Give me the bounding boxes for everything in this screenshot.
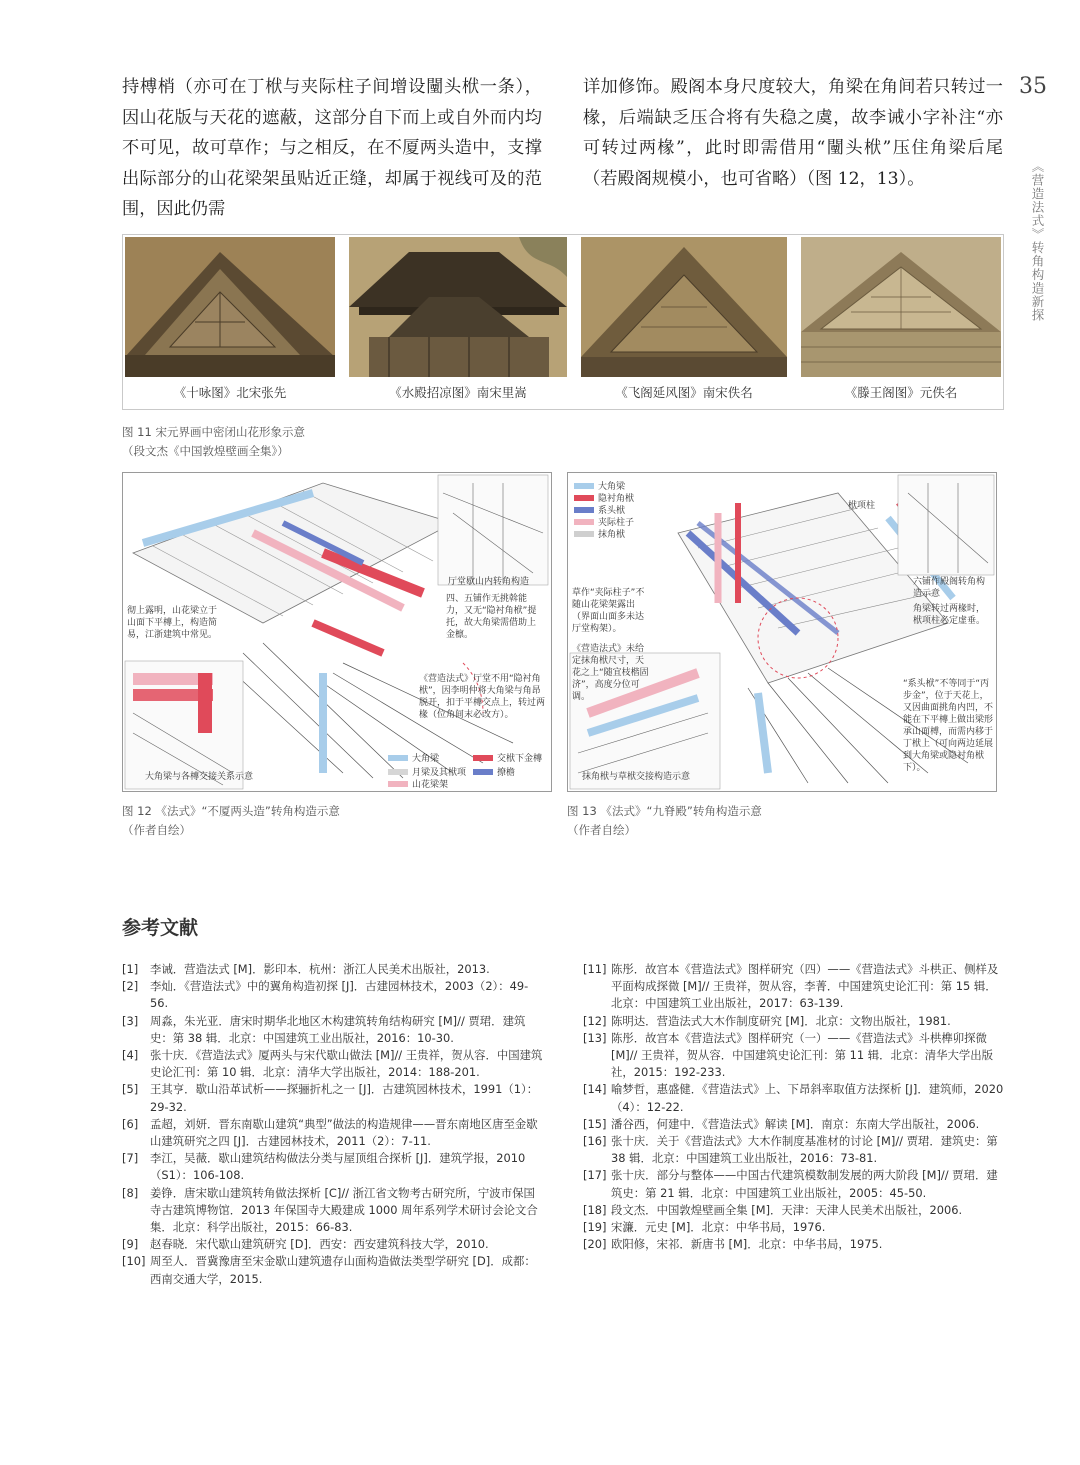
figure-11-caption (122, 423, 622, 461)
reference-item (583, 1236, 1005, 1253)
reference-number: [1] (122, 962, 139, 976)
reference-text: 李诫．营造法式 [M]．影印本．杭州：浙江人民美术出版社，2013. (150, 962, 490, 976)
reference-item (122, 961, 544, 978)
painting-image (801, 237, 1001, 377)
reference-item (122, 1253, 544, 1287)
reference-number: [14] (583, 1082, 607, 1097)
page-number: 35 (1019, 74, 1047, 99)
references-heading: 参考文献 (122, 917, 199, 939)
body-paragraph-right: 详加修饰。殿阁本身尺度较大，角梁在角间若只转过一椽，后端缺乏压合将有失稳之虞，故李诫小字补注“亦可转过两椽”，此时即需借用“闉头栿”压住角梁后尾（若殿阁规模小，也可省略）（图 12，13）。 (583, 77, 1003, 189)
painting-caption: 《飞阁延风图》南宋佚名 (615, 385, 753, 400)
body-text-left (122, 72, 542, 225)
figure-12-caption (122, 802, 552, 840)
diagram-inset-label: 抹角栿与草栿交接构造示意 (582, 772, 691, 782)
reference-item (583, 1133, 1005, 1167)
reference-item (122, 1236, 544, 1253)
legend-swatch (388, 781, 408, 787)
reference-number: [4] (122, 1048, 139, 1063)
diagram-callout: 六铺作殿阁转角构造示意 (913, 577, 986, 599)
figure-caption-title: 图 12 《法式》“不厦两头造”转角构造示意 (122, 804, 340, 818)
diagram-callout: 彻上露明，山花梁立于山面下平槫上，构造简易，江浙建筑中常见。 (127, 606, 218, 640)
reference-number: [16] (583, 1134, 607, 1149)
legend-swatch (574, 483, 594, 489)
reference-item (122, 1013, 544, 1047)
diagram-callout: 《营造法式》厅堂不用“隐衬角栿”，因李明仲将大角梁与角昂脱开，扣于平槫交点上，转过两椽（位角间末必改方）。 (419, 674, 546, 720)
reference-text: 张十庆．《营造法式》厦两头与宋代歇山做法 [M]// 王贵祥，贺从容．中国建筑史论汇刊：第 10 辑．北京：清华大学出版社，2014：188-201. (150, 1048, 543, 1080)
figure-11 (122, 234, 1004, 410)
reference-text: 李江，吴薇．歇山建筑结构做法分类与屋顶组合探析 [J]．建筑学报，2010（S1）：106-108. (150, 1151, 526, 1183)
reference-text: 陈明达．营造法式大木作制度研究 [M]．北京：文物出版社，1981. (611, 1013, 951, 1028)
figure-caption-title: 图 13 《法式》“九脊殿”转角构造示意 (567, 804, 762, 818)
legend-swatch (574, 507, 594, 513)
legend-swatch (574, 495, 594, 501)
reference-text: 潘谷西，何建中．《营造法式》解读 [M]．南京：东南大学出版社，2006. (611, 1116, 980, 1131)
reference-text: 赵春晓．宋代歇山建筑研究 [D]．西安：西安建筑科技大学，2010. (150, 1237, 489, 1252)
reference-item (583, 961, 1005, 1013)
painting-caption: 《十咏图》北宋张先 (173, 385, 287, 400)
reference-item (122, 1047, 544, 1081)
figure-12-diagram (122, 472, 552, 792)
painting-image (581, 237, 787, 377)
reference-number: [8] (122, 1185, 139, 1200)
figure-caption-source: （作者自绘） (567, 823, 636, 837)
figure-13-caption (567, 802, 997, 840)
legend-label: 大角梁 (598, 482, 626, 492)
figure-caption-source: （段文杰《中国敦煌壁画全集》） (122, 444, 289, 458)
legend-label: 系头栿 (598, 506, 626, 516)
reference-number: [3] (122, 1013, 139, 1028)
reference-number: [15] (583, 1116, 607, 1131)
reference-number: [7] (122, 1151, 139, 1166)
reference-number: [6] (122, 1116, 139, 1131)
legend-label: 山花梁架 (412, 780, 449, 790)
legend-swatch (574, 519, 594, 525)
legend-label: 抹角栿 (598, 530, 626, 540)
reference-item (583, 1202, 1005, 1219)
references-left-column (122, 961, 544, 1288)
legend-item (473, 765, 515, 778)
painting-image (349, 237, 567, 377)
legend-label: 撩檐 (497, 768, 516, 778)
reference-text: 姜铮．唐宋歇山建筑转角做法探析 [C]// 浙江省文物考古研究所，宁波市保国寺古建筑博物馆．2013 年保国寺大殿建成 1000 周年系列学术研讨会论文合集．北京：科学出版社，2015：66-83. (150, 1185, 538, 1235)
figure-13-diagram (567, 472, 997, 792)
legend-label: 隐衬角栿 (598, 494, 635, 504)
diagram-callout: 《营造法式》未给定抹角栿尺寸，天花之上“随宜枝楷固济”，高度分位可调。 (572, 644, 649, 702)
reference-number: [19] (583, 1220, 607, 1235)
reference-text: 李灿．《营造法式》中的翼角构造初探 [J]．古建园林技术，2003（2）：49-56. (150, 979, 529, 1011)
legend-item (388, 751, 439, 764)
reference-item (583, 1081, 1005, 1115)
reference-number: [20] (583, 1237, 607, 1252)
reference-item (122, 1116, 544, 1150)
reference-number: [12] (583, 1013, 607, 1028)
reference-text: 段文杰．中国敦煌壁画全集 [M]．天津：天津人民美术出版社，2006. (611, 1202, 963, 1217)
reference-number: [10] (122, 1254, 146, 1269)
diagram-callout: 厅堂歇山内转角构造 (448, 577, 530, 587)
painting-image (125, 237, 335, 377)
diagram-callout: 草作“夹际柱子”不随山花梁架露出（界面山面多未达厅堂构架）。 (572, 588, 645, 634)
legend-label: 月梁及其栿项 (412, 768, 467, 778)
reference-number: [5] (122, 1082, 139, 1097)
diagram-callout: 栿项柱 (848, 501, 876, 511)
legend-swatch (388, 769, 408, 775)
legend-label: 交栿下金槫 (497, 754, 543, 764)
diagram-callout: 四、五铺作无挑斡能力，又无“隐衬角栿”提托，故大角梁需借助上金檩。 (446, 594, 537, 640)
reference-item (583, 1219, 1005, 1236)
reference-number: [2] (122, 979, 139, 994)
reference-text: 张十庆．关于《营造法式》大木作制度基准材的讨论 [M]// 贾珺．建筑史：第 38 辑．北京：中国建筑工业出版社，2016：73-81. (611, 1134, 998, 1166)
reference-item (583, 1167, 1005, 1201)
reference-text: 张十庆．部分与整体——中国古代建筑模数制发展的两大阶段 [M]// 贾珺．建筑史：第 21 辑．北京：中国建筑工业出版社，2005：45-50. (611, 1168, 998, 1200)
reference-number: [18] (583, 1202, 607, 1217)
reference-text: 欧阳修，宋祁．新唐书 [M]．北京：中华书局，1975. (611, 1237, 883, 1252)
painting-caption: 《水殿招凉图》南宋里嵩 (389, 385, 527, 400)
body-paragraph-left: 持榑梢（亦可在丁栿与夹际柱子间增设闉头栿一条），因山花版与天花的遮蔽，这部分自下而上或自外而内均不可见，故可草作；与之相反，在不厦两头造中，支撑出际部分的山花梁架虽贴近正缝，却属于视线可及的范围，因此仍需 (122, 77, 542, 219)
diagram-callout: 角梁转过两椽时，栿项柱必定虚垂。 (913, 604, 986, 626)
reference-item (583, 1116, 1005, 1133)
legend-item (473, 751, 542, 764)
reference-item (583, 1030, 1005, 1082)
reference-text: 周淼，朱光亚．唐宋时期华北地区木构建筑转角结构研究 [M]// 贾珺．建筑史：第 38 辑．北京：中国建筑工业出版社，2016：10-30. (150, 1013, 526, 1045)
reference-text: 周至人．晋冀豫唐至宋金歇山建筑遗存山面构造做法类型学研究 [D]．成都：西南交通大学，2015. (150, 1254, 536, 1286)
legend-swatch (473, 755, 493, 761)
legend-swatch (473, 769, 493, 775)
running-head-title: 《营造法式》转角构造新探 (1030, 160, 1045, 322)
reference-item (122, 1081, 544, 1115)
reference-number: [11] (583, 962, 607, 976)
reference-item (122, 978, 544, 1012)
reference-number: [17] (583, 1168, 607, 1183)
reference-number: [9] (122, 1237, 139, 1252)
reference-item (122, 1150, 544, 1184)
reference-text: 陈彤．故宫本《营造法式》图样研究（四）——《营造法式》斗栱正、侧样及平面构成探微 [M]// 王贵祥，贺从容，李菁．中国建筑史论汇刊：第 15 辑．北京：中国建筑工业出版社，2017：63-139. (611, 962, 999, 1011)
reference-number: [13] (583, 1030, 607, 1045)
diagram-callout: “系头栿”不等同于“丙步金”，位于天花上，又因曲面挑角内凹，不能在下平槫上做出梁形承山面榑，而需内移于丁栿上（可向两边延展到大角梁或隐衬角栿下）。 (903, 679, 994, 773)
legend-item (574, 527, 625, 540)
painting-caption: 《滕王阁图》元佚名 (844, 385, 958, 400)
legend-label: 夹际柱子 (598, 518, 635, 528)
reference-item (122, 1185, 544, 1237)
reference-text: 王其亨．歇山沿革试析——探骊折札之一 [J]．古建筑园林技术，1991（1）：29-32. (150, 1082, 539, 1114)
legend-item (388, 777, 448, 790)
figure-caption-title: 图 11 宋元界画中密闭山花形象示意 (122, 425, 305, 439)
reference-text: 孟超，刘妍．晋东南歇山建筑“典型”做法的构造规律——晋东南地区唐至金歇山建筑研究之四 [J]．古建园林技术，2011（2）：7-11. (150, 1116, 538, 1149)
legend-swatch (574, 531, 594, 537)
body-text-right (583, 72, 1003, 194)
diagram-inset-label: 大角梁与各槫交接关系示意 (145, 772, 254, 782)
reference-text: 喻梦哲，惠盛健．《营造法式》上、下昂斜率取值方法探析 [J]．建筑师，2020（4）：12-22. (611, 1082, 1004, 1114)
references-right-column (583, 961, 1005, 1253)
figure-caption-source: （作者自绘） (122, 823, 191, 837)
reference-text: 宋濂．元史 [M]．北京：中华书局，1976. (611, 1220, 826, 1235)
reference-item (583, 1013, 1005, 1030)
legend-swatch (388, 755, 408, 761)
legend-label: 大角梁 (412, 754, 440, 764)
reference-text: 陈彤．故宫本《营造法式》图样研究（一）——《营造法式》斗栱榫卯探微 [M]// 王贵祥，贺从容．中国建筑史论汇刊：第 11 辑．北京：清华大学出版社，2015：192-233. (611, 1030, 994, 1080)
